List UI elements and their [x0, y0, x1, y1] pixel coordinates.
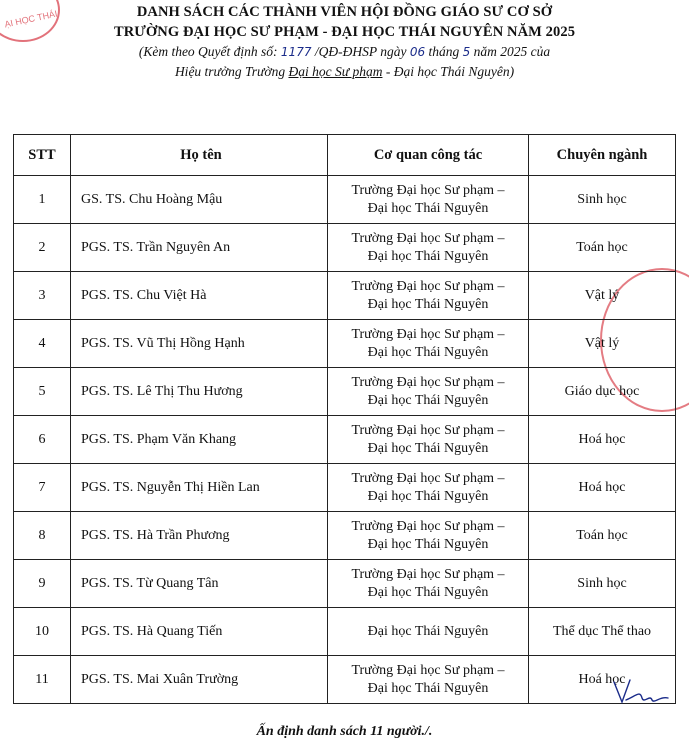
row-organization [328, 416, 529, 464]
row-specialty: Thể dục Thể thao [529, 608, 676, 656]
row-organization [328, 368, 529, 416]
decision-day: 06 [409, 45, 426, 59]
header-organization: Cơ quan công tác [328, 135, 529, 176]
table-row [14, 176, 676, 224]
footer-note: Ấn định danh sách 11 người./. [256, 724, 433, 739]
subtitle-line2-underlined: Đại học Sư phạm [288, 64, 383, 79]
row-organization [328, 224, 529, 272]
row-organization [328, 464, 529, 512]
organization-line-2: Đại học Thái Nguyên [367, 680, 489, 696]
organization-line-2: Đại học Thái Nguyên [367, 296, 489, 312]
row-stt: 9 [14, 560, 71, 608]
row-stt: 8 [14, 512, 71, 560]
header-specialty: Chuyên ngành [529, 135, 676, 176]
organization-line-2: Đại học Thái Nguyên [367, 536, 489, 552]
table-row [14, 464, 676, 512]
row-stt: 5 [14, 368, 71, 416]
organization-line-2: Đại học Thái Nguyên [367, 200, 489, 216]
row-specialty: Hoá học [529, 416, 676, 464]
table-row [14, 608, 676, 656]
table-row [14, 320, 676, 368]
row-specialty: Sinh học [529, 176, 676, 224]
subtitle-suffix: năm 2025 của [470, 44, 551, 59]
decision-month: 5 [462, 45, 471, 59]
organization-line-1: Trường Đại học Sư phạm – [351, 278, 505, 294]
organization-line-1: Trường Đại học Sư phạm – [351, 470, 505, 486]
row-name: PGS. TS. Hà Quang Tiến [71, 608, 328, 656]
table-row [14, 416, 676, 464]
document-header [0, 2, 689, 82]
header-name: Họ tên [71, 135, 328, 176]
organization-line-1: Trường Đại học Sư phạm – [351, 662, 505, 678]
organization-line-2: Đại học Thái Nguyên [367, 344, 489, 360]
row-organization [328, 656, 529, 704]
table-row [14, 512, 676, 560]
organization-line-1: Trường Đại học Sư phạm – [351, 374, 505, 390]
members-table [13, 134, 676, 704]
row-organization [328, 320, 529, 368]
decision-reference-line-2 [0, 62, 689, 82]
table-row [14, 224, 676, 272]
subtitle-mid-2: tháng [425, 44, 463, 59]
row-specialty: Sinh học [529, 560, 676, 608]
handwritten-signature [610, 676, 670, 706]
row-specialty: Hoá học [529, 464, 676, 512]
row-specialty: Vật lý [529, 272, 676, 320]
row-specialty: Giáo dục học [529, 368, 676, 416]
row-stt: 10 [14, 608, 71, 656]
subtitle-prefix: (Kèm theo Quyết định số: [138, 44, 281, 59]
row-name: PGS. TS. Chu Việt Hà [71, 272, 328, 320]
decision-number: 1177 [280, 45, 312, 59]
header-stt: STT [14, 135, 71, 176]
table-row [14, 656, 676, 704]
row-specialty: Toán học [529, 512, 676, 560]
row-specialty: Toán học [529, 224, 676, 272]
organization-line-1: Trường Đại học Sư phạm – [351, 518, 505, 534]
table-row [14, 368, 676, 416]
table-row [14, 560, 676, 608]
row-stt: 4 [14, 320, 71, 368]
organization-line-2: Đại học Thái Nguyên [367, 392, 489, 408]
organization-line-1: Trường Đại học Sư phạm – [351, 182, 505, 198]
row-specialty: Hoá học [529, 656, 676, 704]
organization-line-1: Trường Đại học Sư phạm – [351, 422, 505, 438]
row-stt: 3 [14, 272, 71, 320]
row-stt: 6 [14, 416, 71, 464]
document-title-line-2: TRƯỜNG ĐẠI HỌC SƯ PHẠM - ĐẠI HỌC THÁI NGUYÊN NĂM 2025 [113, 24, 576, 40]
row-stt: 1 [14, 176, 71, 224]
row-name: PGS. TS. Hà Trần Phương [71, 512, 328, 560]
subtitle-line2-post: - Đại học Thái Nguyên) [382, 64, 515, 79]
organization-line-1: Đại học Thái Nguyên [367, 623, 489, 639]
table-row [14, 272, 676, 320]
row-name: PGS. TS. Mai Xuân Trường [71, 656, 328, 704]
row-stt: 11 [14, 656, 71, 704]
row-organization [328, 272, 529, 320]
row-organization [328, 560, 529, 608]
row-organization [328, 608, 529, 656]
organization-line-1: Trường Đại học Sư phạm – [351, 566, 505, 582]
row-stt: 7 [14, 464, 71, 512]
row-name: GS. TS. Chu Hoàng Mậu [71, 176, 328, 224]
organization-line-2: Đại học Thái Nguyên [367, 488, 489, 504]
row-name: PGS. TS. Từ Quang Tân [71, 560, 328, 608]
organization-line-1: Trường Đại học Sư phạm – [351, 326, 505, 342]
decision-reference [0, 42, 689, 62]
document-title-line-1: DANH SÁCH CÁC THÀNH VIÊN HỘI ĐỒNG GIÁO SƯ CƠ SỞ [136, 4, 553, 20]
row-name: PGS. TS. Nguyễn Thị Hiền Lan [71, 464, 328, 512]
row-name: PGS. TS. Vũ Thị Hồng Hạnh [71, 320, 328, 368]
row-organization [328, 176, 529, 224]
table-header-row [14, 135, 676, 176]
subtitle-line2-pre: Hiệu trưởng Trường [174, 64, 289, 79]
organization-line-2: Đại học Thái Nguyên [367, 440, 489, 456]
row-organization [328, 512, 529, 560]
organization-line-1: Trường Đại học Sư phạm – [351, 230, 505, 246]
subtitle-mid-1: /QĐ-ĐHSP ngày [311, 44, 410, 59]
organization-line-2: Đại học Thái Nguyên [367, 584, 489, 600]
row-name: PGS. TS. Trần Nguyên An [71, 224, 328, 272]
row-name: PGS. TS. Lê Thị Thu Hương [71, 368, 328, 416]
row-name: PGS. TS. Phạm Văn Khang [71, 416, 328, 464]
organization-line-2: Đại học Thái Nguyên [367, 248, 489, 264]
row-specialty: Vật lý [529, 320, 676, 368]
seal-text: ẠI HỌC THÁI [3, 8, 59, 30]
row-stt: 2 [14, 224, 71, 272]
